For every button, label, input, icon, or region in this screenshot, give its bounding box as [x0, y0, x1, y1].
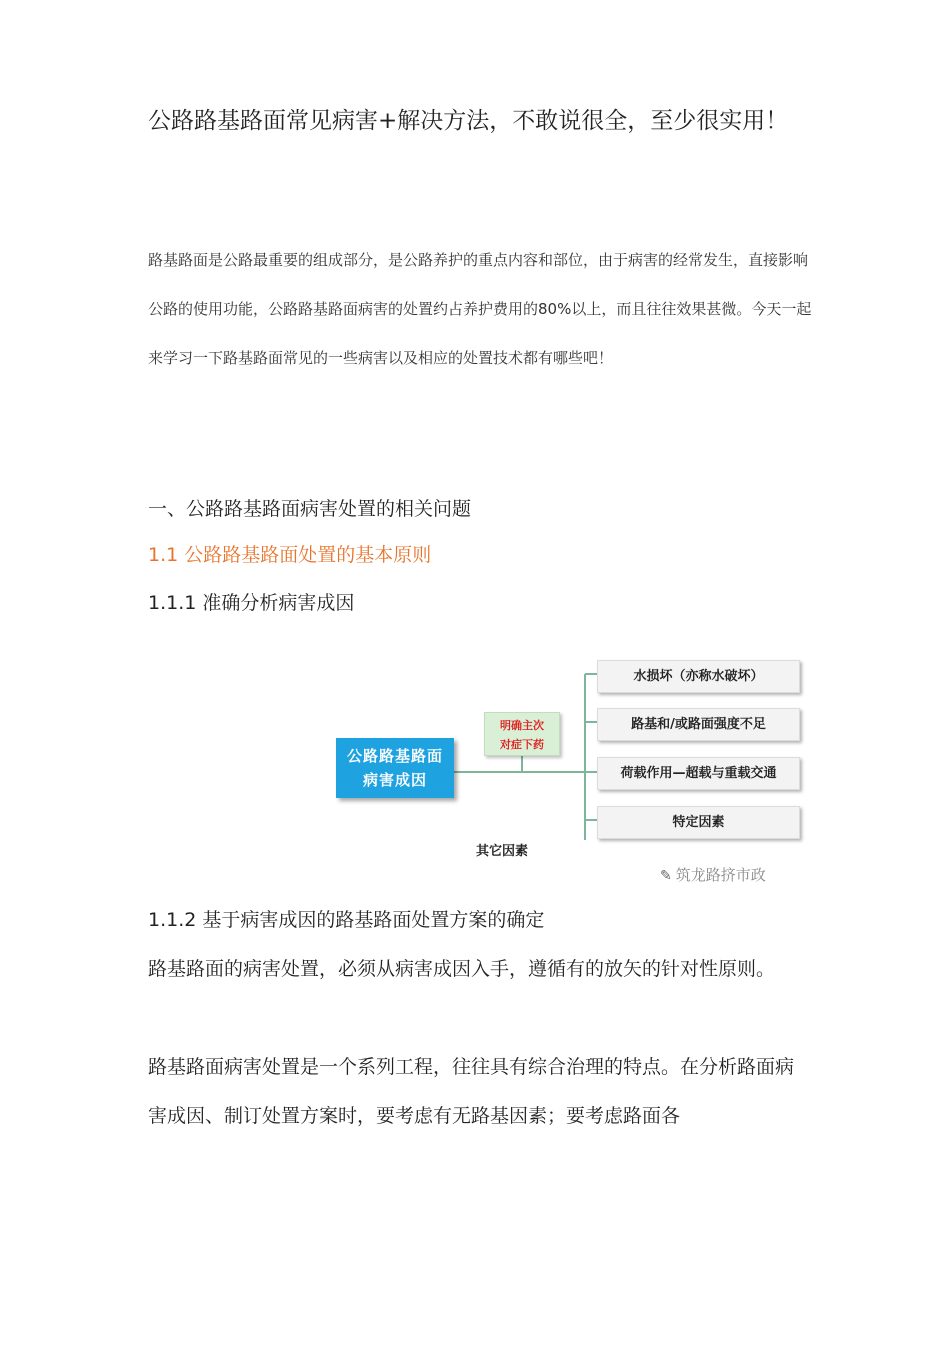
watermark-icon: ✎: [660, 868, 672, 884]
subsubsection-heading-2: 1.1.2 基于病害成因的路基路面处置方案的确定: [148, 909, 545, 931]
cause-node-water-damage: 水损坏（亦称水破坏）: [597, 660, 800, 693]
subsubsection-heading: 1.1.1 准确分析病害成因: [148, 592, 355, 614]
intro-paragraph: [148, 236, 813, 383]
root-node-line2: 病害成因: [362, 771, 427, 789]
intro-text-part1: 路基路面是公路最重要的组成部分，是公路养护的重点内容和部位，由于病害的经常发生，直接影响公路的使用功能，公路路基路面病害的处置约占养护费用的: [148, 251, 809, 318]
tag-node-line2: 对症下药: [500, 738, 544, 751]
other-factors-label: 其它因素: [476, 844, 529, 859]
image-credit: [660, 864, 766, 885]
intro-highlight-percent: 80%: [538, 300, 572, 318]
root-node-line1: 公路路基路面: [346, 747, 443, 765]
body-paragraph-2: 路基路面病害处置是一个系列工程，往往具有综合治理的特点。在分析路面病害成因、制订处置方案时，要考虑有无路基因素；要考虑路面各: [148, 1056, 795, 1127]
cause-diagram: [330, 650, 810, 865]
cause-node-specific: 特定因素: [597, 806, 800, 839]
section-heading: 一、公路路基路面病害处置的相关问题: [148, 498, 472, 520]
tag-node-line1: 明确主次: [500, 719, 544, 732]
cause-node-load: 荷载作用—超载与重载交通: [597, 757, 800, 790]
diagram-tag-node: [484, 712, 560, 756]
diagram-root-node: [336, 738, 454, 798]
subsection-heading: 1.1 公路路基路面处置的基本原则: [148, 544, 432, 566]
intro-text-part2: 以上，而且往往效果甚微。今天一起来学习一下路基路面常见的一些病害以及相应的处置技术都有哪些吧！: [148, 300, 812, 367]
article-title: 公路路基路面常见病害+解决方法，不敢说很全，至少很实用！: [148, 108, 789, 134]
cause-node-strength: 路基和/或路面强度不足: [597, 708, 800, 741]
body-paragraph-1: 路基路面的病害处置，必须从病害成因入手，遵循有的放矢的针对性原则。: [148, 958, 776, 980]
credit-text: 筑龙路挤市政: [675, 866, 766, 884]
